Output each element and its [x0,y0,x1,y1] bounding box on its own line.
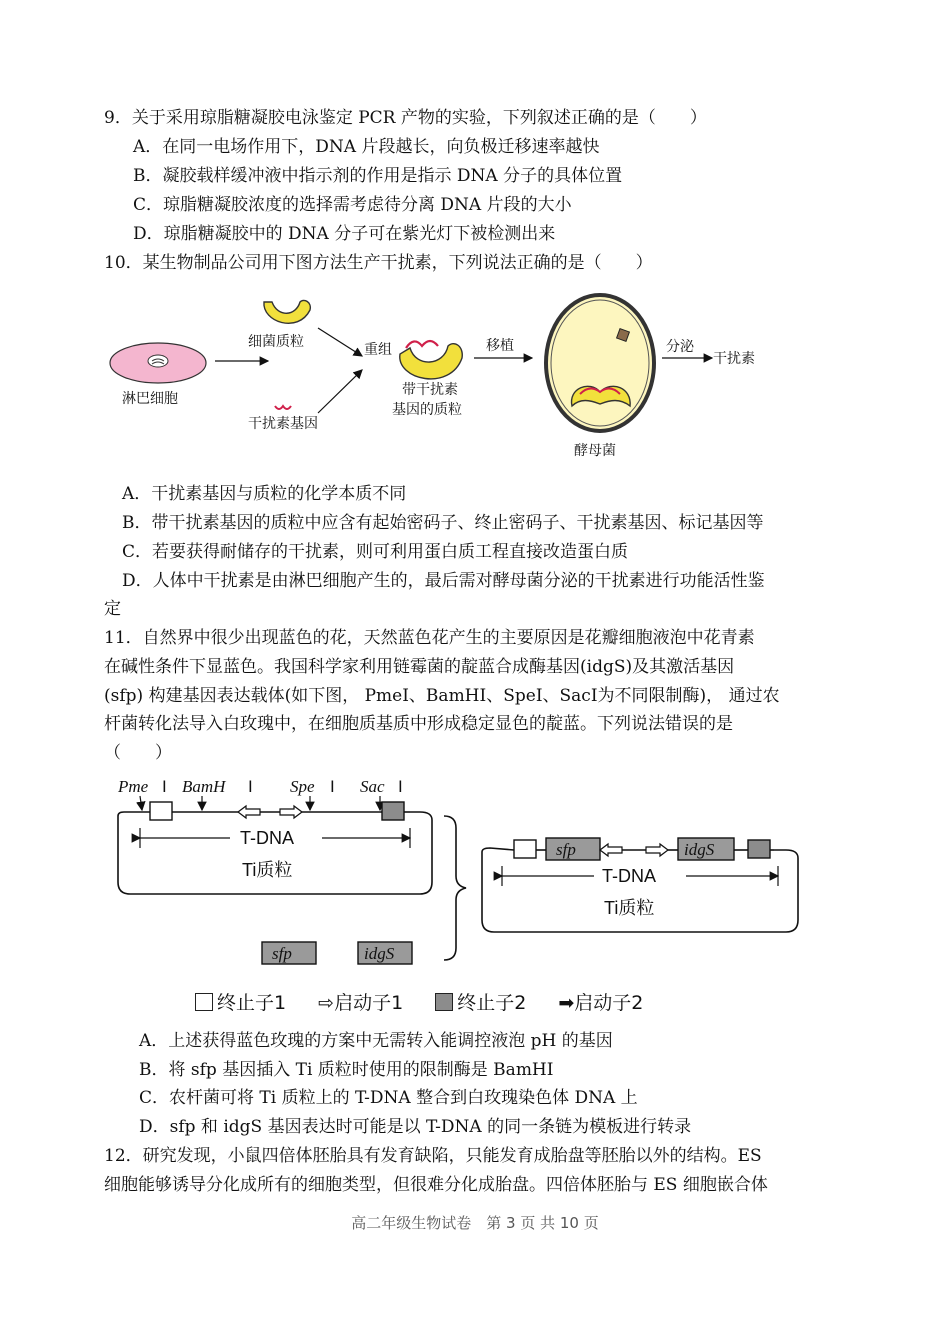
secrete-label: 分泌 [666,339,694,355]
tdna-label-right: T-DNA [602,866,656,886]
tdna-label-left: T-DNA [240,828,294,848]
lymphocyte-cell [110,343,206,383]
interferon-label: 干扰素 [713,351,755,367]
page-footer: 高二年级生物试卷 第 3 页 共 10 页 [351,1214,599,1232]
brace [444,816,466,960]
svg-text:sfp: sfp [272,944,292,963]
recombinant-plasmid-label-2: 基因的质粒 [392,402,462,418]
sac-label: Sac [360,777,385,796]
recombinant-plasmid-icon [400,341,462,379]
bamh-label: BamH [182,777,226,796]
q10-option-d-cont: 定 [104,599,121,619]
idgs-label-right: idgS [684,840,715,859]
interferon-gene-icon [275,406,291,409]
q11-stem-line5: （ ） [104,743,172,763]
enzyme-bamh [182,777,253,796]
bacterial-plasmid-label: 细菌质粒 [248,334,304,350]
spe-label: Spe [290,777,315,796]
gray-box-icon [435,993,453,1011]
q11-stem-line3: (sfp) 构建基因表达载体(如下图， PmeⅠ、BamHⅠ、SpeⅠ、SacⅠ为不同限制酶)， 通过农 [104,686,780,706]
sfp-fragment [262,942,316,964]
q11-option-b: B．将 sfp 基因插入 Ti 质粒时使用的限制酶是 BamHI [139,1060,554,1080]
bamh-roman: I [248,777,253,796]
q10-option-a: A．干扰素基因与质粒的化学本质不同 [122,484,407,504]
diagram-legend [195,988,669,1015]
interferon-production-diagram [100,288,780,468]
q11-option-a: A．上述获得蓝色玫瑰的方案中无需转入能调控液泡 pH 的基因 [139,1031,613,1051]
interferon-gene-label: 干扰素基因 [248,416,318,432]
q11-stem-line4: 杆菌转化法导入白玫瑰中，在细胞质基质中形成稳定显色的靛蓝。下列说法错误的是 [104,714,733,734]
q9-option-d: D．琼脂糖凝胶中的 DNA 分子可在紫光灯下被检测出来 [133,224,556,244]
q9-option-c: C．琼脂糖凝胶浓度的选择需考虑待分离 DNA 片段的大小 [133,195,572,215]
arrow-plasmid [318,328,362,356]
legend-promoter-1: ⇨启动子1 [318,992,404,1014]
ti-label-right: Ti质粒 [604,898,655,918]
enzyme-pme [117,777,167,796]
ti-plasmid-right [482,838,798,932]
open-box-icon [195,993,213,1011]
idgs-fragment [358,942,412,964]
q10-option-b: B．带干扰素基因的质粒中应含有起始密码子、终止密码子、干扰素基因、标记基因等 [122,513,764,533]
q9-stem: 9．关于采用琼脂糖凝胶电泳鉴定 PCR 产物的实验，下列叙述正确的是（ ） [104,108,707,128]
q11-stem-line2: 在碱性条件下显蓝色。我国科学家利用链霉菌的靛蓝合成酶基因(idgS)及其激活基因 [104,657,735,677]
q11-stem-line1: 11．自然界中很少出现蓝色的花，天然蓝色花产生的主要原因是花瓣细胞液泡中花青素 [104,628,755,648]
q10-option-c: C．若要获得耐储存的干扰素，则可利用蛋白质工程直接改造蛋白质 [122,542,629,562]
sac-roman: I [398,777,403,796]
q9-option-a: A．在同一电场作用下，DNA 片段越长，向负极迁移速率越快 [133,137,600,157]
enzyme-spe [290,777,335,796]
q11-option-d: D．sfp 和 idgS 基因表达时可能是以 T-DNA 的同一条链为模板进行转录 [139,1117,692,1137]
legend-promoter-2: ➡启动子2 [558,992,644,1014]
pme-label: Pme [118,777,149,796]
ti-label-left: Ti质粒 [242,860,293,880]
yeast-cell [546,295,654,431]
q12-stem-line1: 12．研究发现，小鼠四倍体胚胎具有发育缺陷，只能发育成胎盘等胚胎以外的结构。ES [104,1146,762,1166]
ti-plasmid-diagram [110,772,810,977]
transplant-label: 移植 [486,338,514,354]
enzyme-sac [360,777,403,796]
spe-roman: I [330,777,335,796]
svg-text:idgS: idgS [364,944,395,963]
bold-arrow-icon: ➡ [558,992,575,1014]
arrow-gene [318,370,362,413]
q10-option-d: D．人体中干扰素是由淋巴细胞产生的，最后需对酵母菌分泌的干扰素进行功能活性鉴 [122,571,765,591]
q10-stem: 10．某生物制品公司用下图方法生产干扰素，下列说法正确的是（ ） [104,253,653,273]
yeast-label: 酵母菌 [574,443,616,459]
ti-plasmid-left [118,802,432,894]
q9-option-b: B．凝胶载样缓冲液中指示剂的作用是指示 DNA 分子的具体位置 [133,166,623,186]
legend-terminator-2: 终止子2 [435,988,526,1015]
bacterial-plasmid-icon [264,300,310,323]
recombine-label: 重组 [364,342,392,358]
q12-stem-line2: 细胞能够诱导分化成所有的细胞类型，但很难分化成胎盘。四倍体胚胎与 ES 细胞嵌合体 [104,1175,768,1195]
q11-option-c: C．农杆菌可将 Ti 质粒上的 T-DNA 整合到白玫瑰染色体 DNA 上 [139,1088,638,1108]
recombinant-plasmid-label-1: 带干扰素 [402,382,458,398]
lymphocyte-label: 淋巴细胞 [122,391,178,407]
legend-terminator-1: 终止子1 [195,988,286,1015]
pme-roman: I [162,777,167,796]
sfp-label-right: sfp [556,840,576,859]
open-arrow-icon: ⇨ [318,992,335,1014]
